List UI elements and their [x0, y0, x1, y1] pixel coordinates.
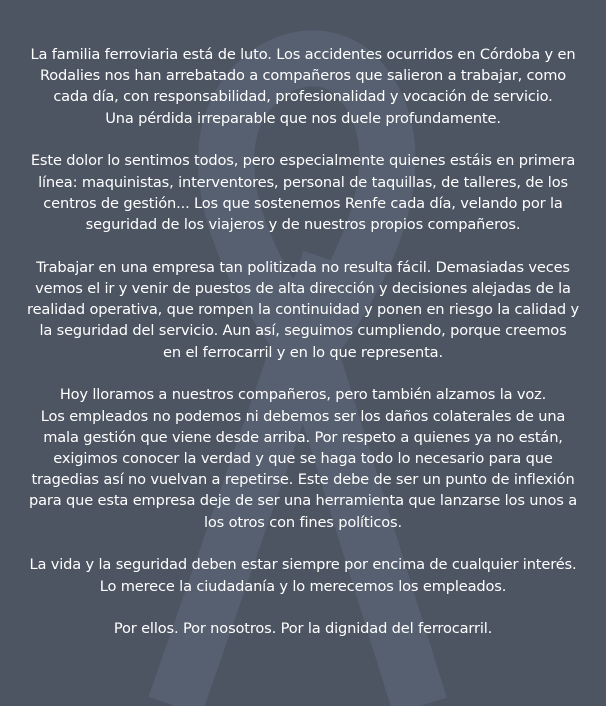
text-line: Los empleados no podemos ni debemos ser los daños colaterales de una	[40, 407, 566, 425]
text-line: seguridad de los viajeros y de nuestros propios compañeros.	[85, 216, 521, 234]
text-line: Este dolor lo sentimos todos, pero especialmente quienes estáis en primera	[30, 152, 576, 170]
text-line: Rodalies nos han arrebatado a compañeros que salieron a trabajar, como	[39, 67, 567, 85]
text-line: La vida y la seguridad deben estar siempre por encima de cualquier interés.	[29, 556, 577, 574]
paragraph-4	[0, 384, 606, 532]
text-line: Hoy lloramos a nuestros compañeros, pero también alzamos la voz.	[59, 386, 547, 404]
text-line: centros de gestión... Los que sostenemos Renfe cada día, velando por la	[43, 194, 563, 212]
text-line: Lo merece la ciudadanía y lo merecemos los empleados.	[99, 577, 507, 595]
text-line: Una pérdida irreparable que nos duele profundamente.	[105, 109, 501, 127]
text-line: línea: maquinistas, interventores, personal de taquillas, de talleres, de los	[38, 173, 568, 191]
text-line: mala gestión que viene desde arriba. Por respeto a quienes ya no están,	[43, 428, 563, 446]
paragraph-1	[0, 44, 606, 129]
paragraph-2	[0, 150, 606, 235]
text-line: en el ferrocarril y en lo que representa.	[163, 343, 443, 361]
text-line: para que esta empresa deje de ser una herramienta que lanzarse los unos a	[28, 492, 577, 510]
text-line: realidad operativa, que rompen la continuidad y ponen en riesgo la calidad y	[27, 301, 579, 319]
text-line: vemos el ir y venir de puestos de alta dirección y decisiones alejadas de la	[35, 280, 571, 298]
text-line: La familia ferroviaria está de luto. Los accidentes ocurridos en Córdoba y en	[30, 46, 576, 63]
paragraph-3	[0, 257, 606, 363]
text-line: Trabajar en una empresa tan politizada no resulta fácil. Demasiadas veces	[36, 258, 570, 276]
text-line: Por ellos. Por nosotros. Por la dignidad del ferrocarril.	[113, 620, 493, 638]
paragraph-5	[0, 554, 606, 596]
text-line: los otros con fines políticos.	[203, 513, 402, 531]
text-line: la seguridad del servicio. Aun así, seguimos cumpliendo, porque creemos	[39, 322, 567, 340]
closing-line	[0, 618, 606, 639]
text-line: cada día, con responsabilidad, profesionalidad y vocación de servicio.	[53, 88, 553, 106]
text-line: exigimos conocer la verdad y que se haga todo lo necesario para que	[53, 450, 553, 468]
statement-text	[0, 44, 606, 661]
text-line: tragedias así no vuelvan a repetirse. Este debe de ser un punto de inflexión	[31, 471, 575, 489]
